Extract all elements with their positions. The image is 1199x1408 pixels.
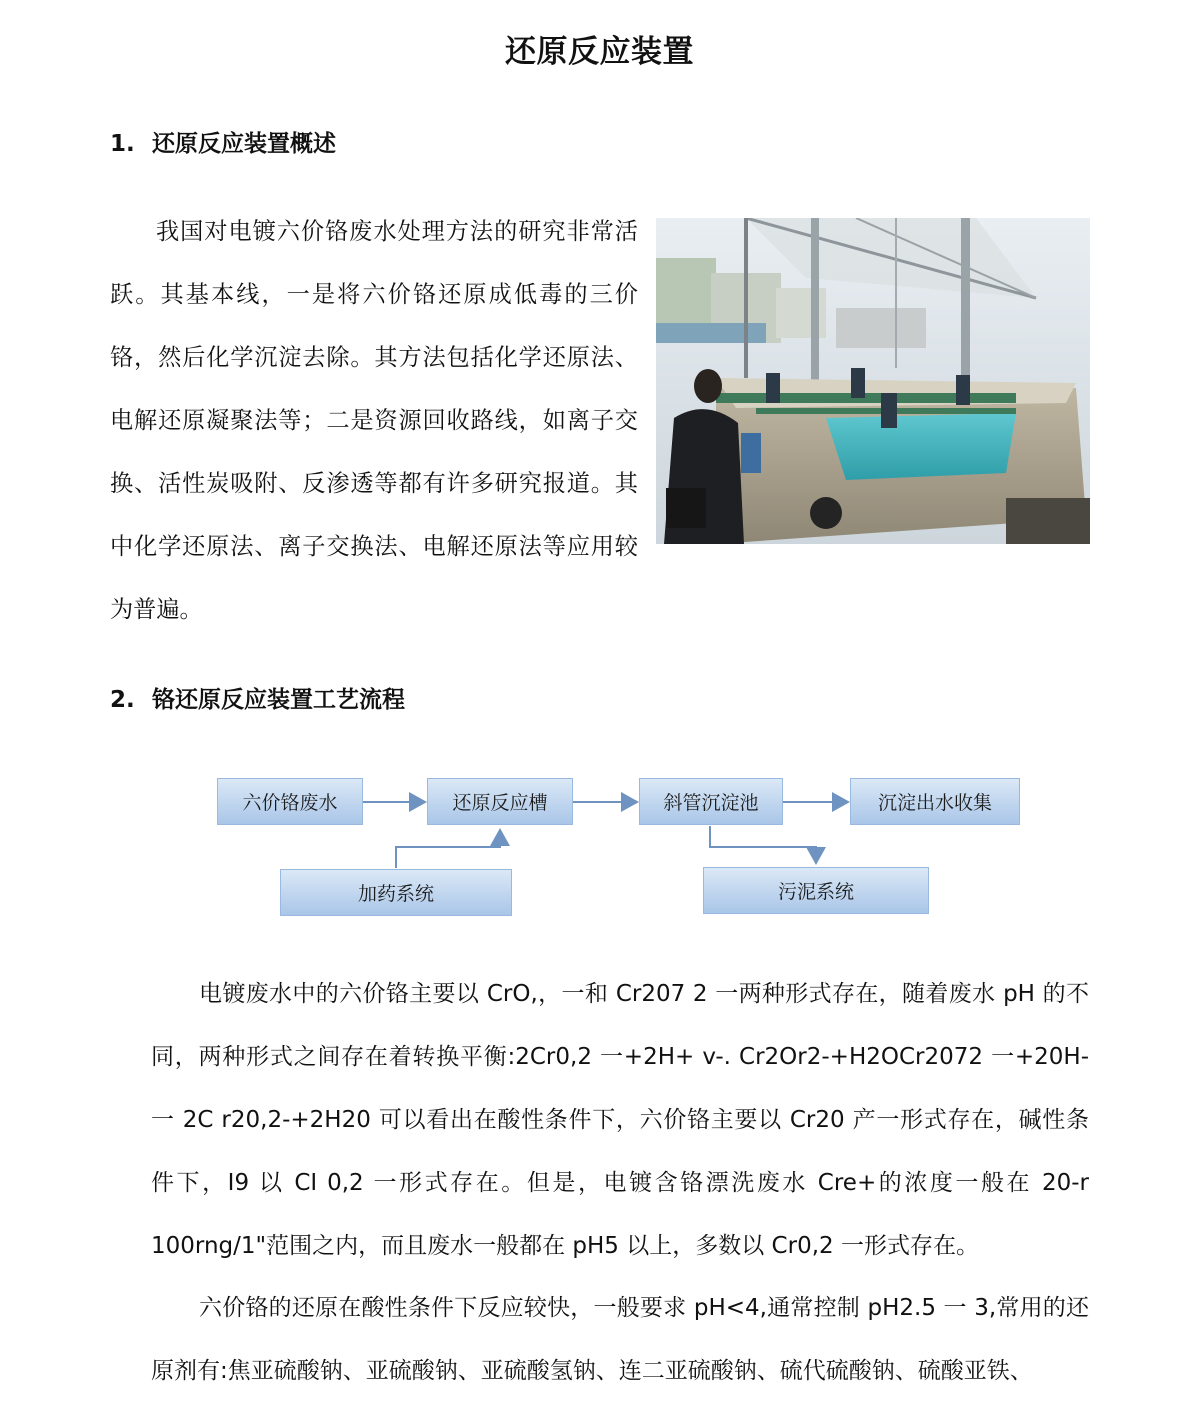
section-1-heading <box>110 125 336 158</box>
process-flow-diagram <box>200 765 1040 925</box>
section-1-title: 还原反应装置概述 <box>152 131 336 157</box>
flow-box-hexavalent-chromium-wastewater: 六价铬废水 <box>217 778 363 825</box>
arrow-box3-to-sludge <box>710 826 816 863</box>
flow-box-dosing-system: 加药系统 <box>280 869 512 916</box>
section-2-number: 2. <box>110 687 135 713</box>
flow-box-reduction-tank: 还原反应槽 <box>427 778 573 825</box>
section-2-heading <box>110 681 405 714</box>
flow-box-inclined-tube-settler: 斜管沉淀池 <box>639 778 783 825</box>
equipment-photo <box>656 218 1090 544</box>
page-title: 还原反应装置 <box>505 34 694 70</box>
flow-box-effluent-collection: 沉淀出水收集 <box>850 778 1020 825</box>
flow-box-sludge-system: 污泥系统 <box>703 867 929 914</box>
body-paragraph-2: 六价铬的还原在酸性条件下反应较快，一般要求 pH<4,通常控制 pH2.5 一 3,常用的还原剂有:焦亚硫酸钠、亚硫酸钠、亚硫酸氢钠、连二亚硫酸钠、硫代硫酸钠、硫酸亚铁、 <box>151 1295 1089 1384</box>
arrow-dosing-to-box2 <box>396 830 500 868</box>
section-1-number: 1. <box>110 131 135 157</box>
body-paragraph-1: 电镀废水中的六价铬主要以 CrO,，一和 Cr207 2 一两种形式存在，随着废水 pH 的不同，两种形式之间存在着转换平衡:2Cr0,2 一+2H+ v-. Cr2Or2-+H2OCr2072 一+20H-一 2C r20,2-+2H20 可以看出在酸性条件下，六价铬主要以 Cr20 产一形式存在，碱性条件下，I9 以 CI 0,2 一形式存在。但是，电镀含铬漂洗废水 Cre+的浓度一般在 20-r 100rng/1"范围之内，而且废水一般都在 pH5 以上，多数以 Cr0,2 一形式存在。 <box>151 981 1089 1259</box>
section-2-title: 铬还原反应装置工艺流程 <box>152 687 405 713</box>
intro-paragraph: 我国对电镀六价铬废水处理方法的研究非常活跃。其基本线，一是将六价铬还原成低毒的三价铬，然后化学沉淀去除。其方法包括化学还原法、电解还原凝聚法等；二是资源回收路线，如离子交换、活性炭吸附、反渗透等都有许多研究报道。其中化学还原法、离子交换法、电解还原法等应用较为普遍。 <box>110 218 638 623</box>
